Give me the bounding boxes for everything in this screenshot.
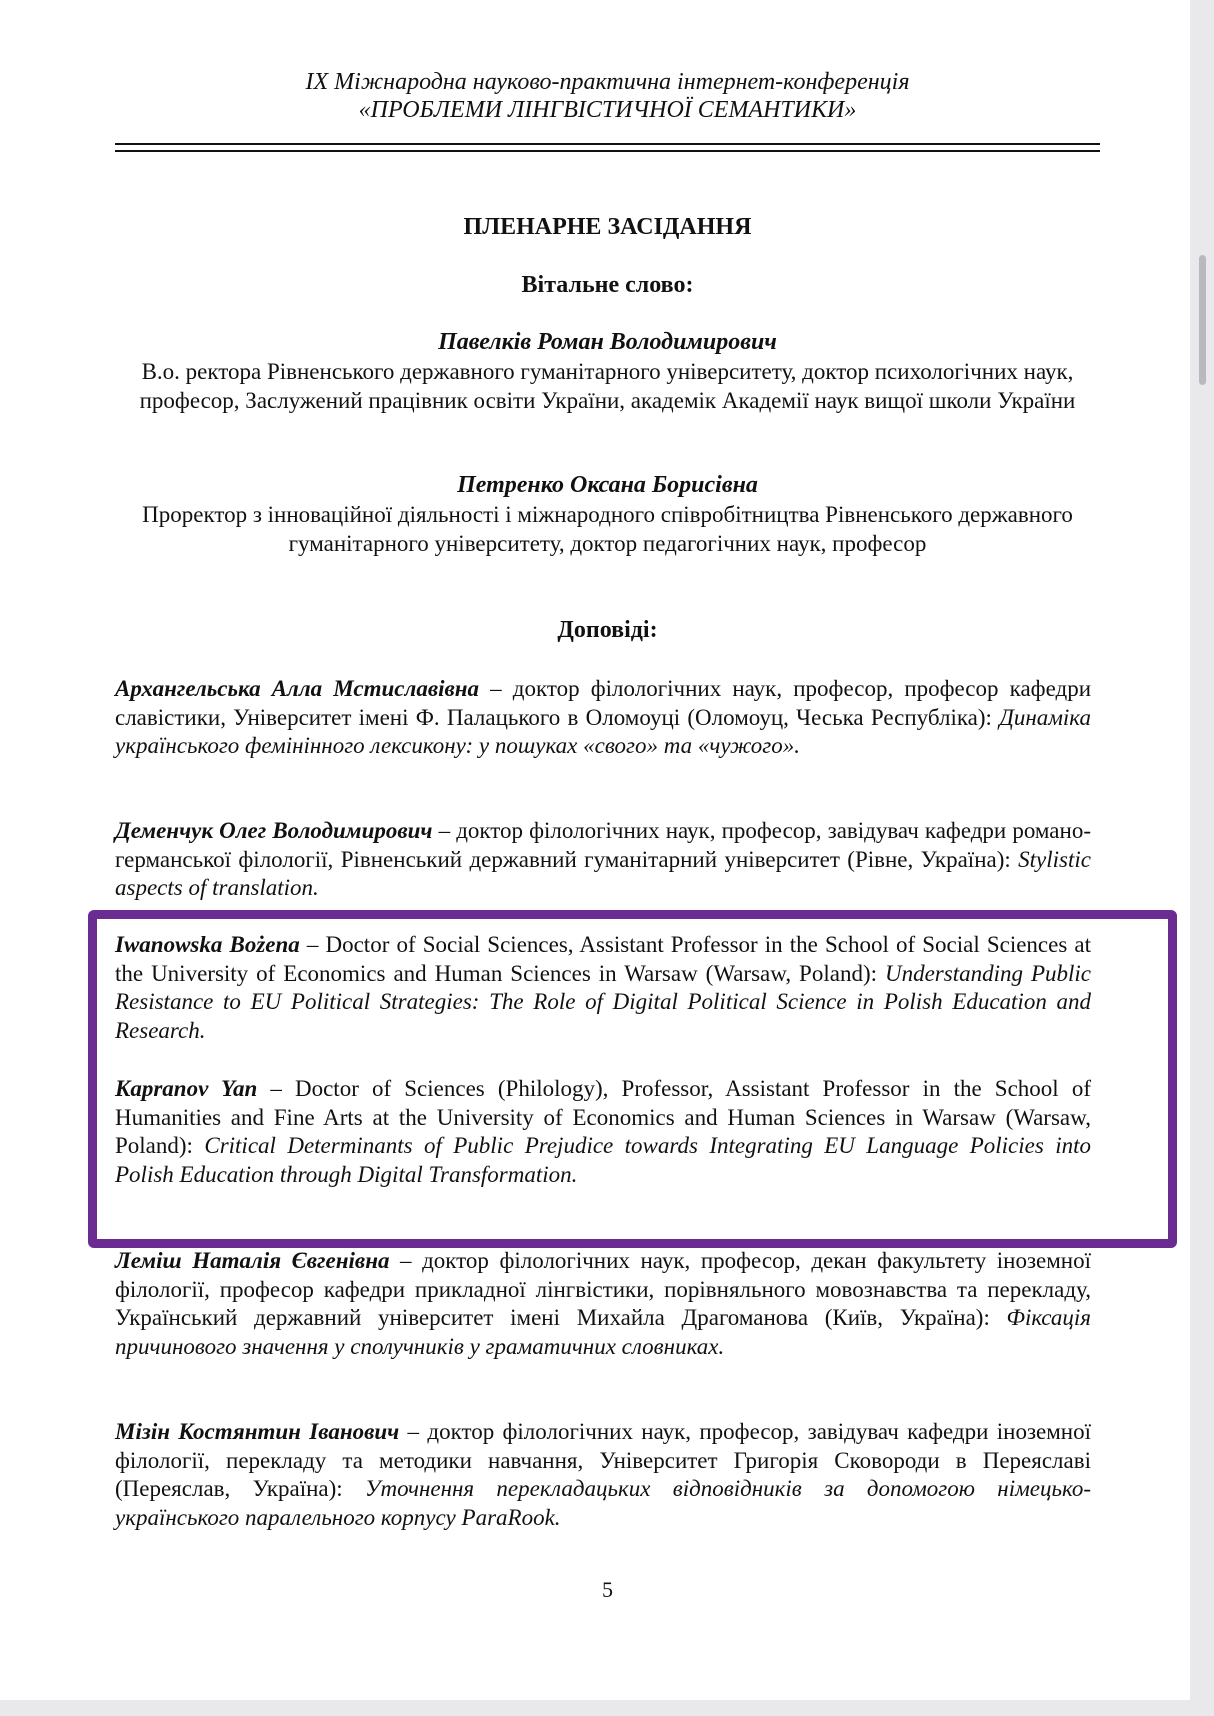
welcome-speaker-name: Петренко Оксана Борисівна: [457, 472, 758, 498]
report-title: Фіксація причинового значення у сполучників у граматичних словниках.: [115, 1305, 1091, 1359]
reports-title: Доповіді:: [557, 617, 658, 643]
report-title: Уточнення перекладацьких відповідників за допомогою німецько-українського паралельного корпусу ParaRook.: [115, 1476, 1092, 1530]
report-description: – доктор філологічних наук, професор, декан факультету іноземної філології, професор кафедри прикладної лінгвістики, порівняльного мовознавства та перекладу, Український державний університет імені Михайла Драгоманова (Київ, Україна):: [115, 1248, 1092, 1330]
welcome-speaker-position: Проректор з інноваційної діяльності і міжнародного співробітництва Рівненського державного гуманітарного університету, доктор педагогічних наук, професор: [142, 502, 1073, 556]
report-title: Динаміка українського фемінінного лексикону: у пошуках «свого» та «чужого».: [115, 704, 1091, 758]
welcome-title: Вітальне слово:: [521, 272, 694, 298]
report-author: Iwanowska Bożena: [115, 932, 300, 957]
scrollbar-thumb[interactable]: [1199, 255, 1206, 385]
report-title: Stylistic aspects of translation.: [115, 846, 1091, 900]
report-author: Леміш Наталія Євгенівна: [115, 1248, 390, 1273]
report-author: Деменчук Олег Володимирович: [115, 818, 433, 843]
welcome-speaker-position: В.о. ректора Рівненського державного гуманітарного університету, доктор психологічних наук, професор, Заслужений працівник освіти України, академік Академії наук вищої школи України: [139, 359, 1076, 413]
header-rule-top: [115, 143, 1100, 145]
page-number: 5: [602, 1577, 613, 1602]
vertical-scrollbar[interactable]: [1192, 0, 1214, 1716]
report-entry: [115, 1418, 1091, 1532]
report-author: Kapranov Yan: [115, 1076, 258, 1101]
report-description: – доктор філологічних наук, професор, професор кафедри славістики, Університет імені Ф. Палацького в Оломоуці (Оломоуц, Чеська Республіка):: [115, 676, 1091, 730]
report-entry: [115, 1247, 1091, 1361]
report-author: Мізін Костянтин Іванович: [115, 1419, 400, 1444]
report-description: – доктор філологічних наук, професор, завідувач кафедри романо-германської філології, Рівненський державний гуманітарний університет (Рівне, Україна):: [115, 818, 1091, 872]
report-entry: [115, 1075, 1091, 1189]
conference-header-line1: IX Міжнародна науково-практична інтернет-конференція: [305, 69, 910, 95]
report-entry: [115, 817, 1091, 903]
welcome-speaker-name: Павелків Роман Володимирович: [438, 329, 777, 355]
header-rule-bottom: [115, 150, 1100, 152]
section-title: ПЛЕНАРНЕ ЗАСІДАННЯ: [463, 214, 752, 240]
report-entry: [115, 931, 1091, 1045]
conference-header: [115, 68, 1100, 124]
report-author: Архангельська Алла Мстиславівна: [115, 676, 480, 701]
report-entry: [115, 675, 1091, 761]
conference-header-line2: «ПРОБЛЕМИ ЛІНГВІСТИЧНОЇ СЕМАНТИКИ»: [358, 97, 857, 123]
report-title: Understanding Public Resistance to EU Political Strategies: The Role of Digital Political Science in Polish Education and Research.: [115, 960, 1091, 1043]
report-title: Critical Determinants of Public Prejudice towards Integrating EU Language Policies into Polish Education through Digital Transformation.: [115, 1133, 1091, 1187]
report-description: – доктор філологічних наук, професор, завідувач кафедри іноземної філології, перекладу та методики навчання, Університет Григорія Сковороди в Переяславі (Переяслав, Україна):: [115, 1419, 1091, 1501]
report-description: – Doctor of Social Sciences, Assistant Professor in the School of Social Sciences at the University of Economics and Human Sciences in Warsaw (Warsaw, Poland):: [115, 932, 1091, 986]
report-description: – Doctor of Sciences (Philology), Professor, Assistant Professor in the School of Humanities and Fine Arts at the University of Economics and Human Sciences in Warsaw (Warsaw, Poland):: [115, 1076, 1091, 1158]
